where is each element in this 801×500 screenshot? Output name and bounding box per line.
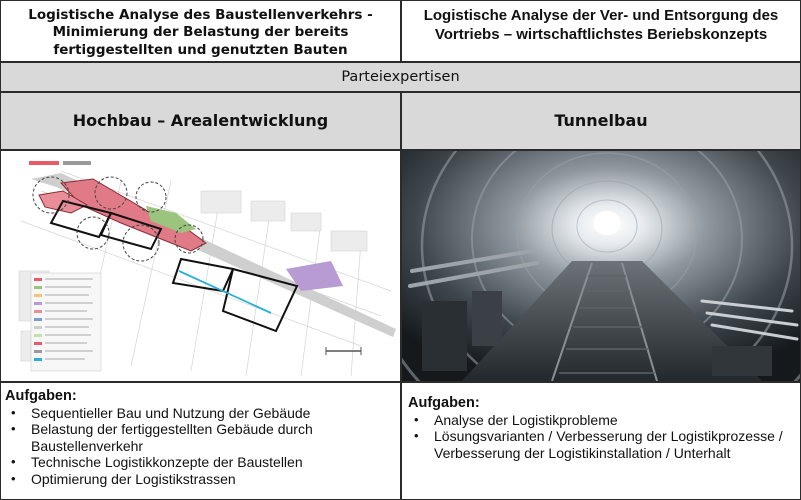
left-tasks-cell <box>0 382 401 500</box>
left-tasks-title: Aufgaben: <box>5 388 77 404</box>
left-task-list <box>5 405 396 487</box>
tunnel-photo <box>401 150 801 382</box>
left-task-item: • Technische Logistikkonzepte der Baustellen <box>31 454 396 470</box>
site-plan-image <box>0 150 401 382</box>
party-expertise-label: Parteiexpertisen <box>341 69 460 85</box>
site-plan-drawing <box>1 151 400 381</box>
right-task-item: • Lösungsvarianten / Verbesserung der Logistikprozesse / Verbesserung der Logistikinstallation / Unterhalt <box>434 428 794 461</box>
left-task-item: • Belastung der fertiggestellten Gebäude durch Baustellenverkehr <box>31 421 396 454</box>
left-analysis-title-cell <box>0 0 401 62</box>
tunnel-drawing <box>402 151 800 381</box>
right-tasks-cell <box>401 382 801 500</box>
right-column-heading-cell <box>401 92 801 150</box>
right-tasks-title: Aufgaben: <box>408 395 480 411</box>
party-expertise-band <box>0 62 801 92</box>
hochbau-heading: Hochbau – Arealentwicklung <box>72 111 329 130</box>
tunnelbau-heading: Tunnelbau <box>554 111 648 130</box>
right-task-item: • Analyse der Logistikprobleme <box>434 412 794 428</box>
right-analysis-title-cell <box>401 0 801 62</box>
left-task-item: • Sequentieller Bau und Nutzung der Gebäude <box>31 405 396 421</box>
left-task-item: • Optimierung der Logistikstrassen <box>31 471 396 487</box>
left-column-heading-cell <box>0 92 401 150</box>
left-analysis-title: Logistische Analyse des Baustellenverkehrs - Minimierung der Belastung der bereits fertiggestellten und genutzten Bauten <box>28 7 373 58</box>
right-task-list <box>408 412 794 461</box>
right-analysis-title: Logistische Analyse der Ver- und Entsorgung des Vortriebs – wirtschaftlichstes Beriebskonzepts <box>423 7 779 44</box>
